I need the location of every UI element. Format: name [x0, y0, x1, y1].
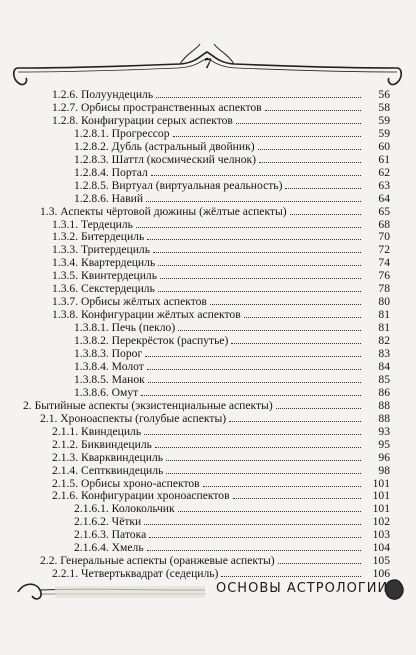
toc-entry-title: 2.1.3. Кварквиндециль — [52, 450, 164, 464]
toc-entry-page: 76 — [378, 269, 390, 283]
toc-entry-page: 74 — [378, 256, 390, 270]
toc-entry-page: 95 — [378, 437, 390, 451]
toc-leader-dots — [160, 268, 361, 279]
toc-leader-dots — [233, 488, 361, 499]
toc-entry-page: 59 — [378, 126, 390, 140]
toc-entry-title: 1.2.8.6. Навий — [74, 191, 144, 205]
toc-entry-title: 1.3.8.6. Омут — [74, 385, 139, 399]
toc-entry-page: 81 — [378, 308, 390, 322]
toc-entry-page: 96 — [378, 450, 390, 464]
toc-entry-page: 62 — [378, 165, 390, 179]
toc-leader-dots — [178, 320, 361, 331]
toc-entry-page: 80 — [378, 295, 390, 309]
toc-entry-title: 1.3. Аспекты чёртовой дюжины (жёлтые аспекты) — [40, 204, 287, 218]
toc-entry-title: 1.2.8. Конфигурации серых аспектов — [52, 113, 233, 127]
toc-entry-title: 2.2.1. Четвертьквадрат (седециль) — [52, 567, 219, 581]
toc-leader-dots — [147, 540, 361, 551]
toc-leader-dots — [290, 204, 361, 215]
toc-entry-title: 1.3.8. Конфигурации жёлтых аспектов — [52, 308, 241, 322]
toc-entry-page: 105 — [372, 554, 390, 568]
toc-entry-title: 1.2.8.5. Виртуал (виртуальная реальность) — [74, 178, 283, 192]
toc-leader-dots — [258, 139, 361, 150]
toc-leader-dots — [141, 385, 361, 396]
toc-entry-page: 83 — [378, 347, 390, 360]
toc-leader-dots — [136, 217, 361, 228]
toc-entry-page: 78 — [378, 282, 390, 296]
toc-entry-title: 1.3.1. Тердециль — [52, 217, 133, 231]
toc-leader-dots — [178, 501, 361, 512]
toc-entry-title: 2. Бытийные аспекты (экзистенциальные аспекты) — [23, 398, 273, 412]
toc-entry-page: 106 — [372, 567, 390, 581]
toc-entry-title: 2.1.6. Конфигурации хроноаспектов — [52, 489, 230, 503]
toc-entry-title: 1.2.8.4. Портал — [74, 165, 148, 179]
toc-entry-title: 2.1. Хроноаспекты (голубые аспекты) — [40, 411, 227, 425]
toc-leader-dots — [145, 346, 361, 357]
toc-entry-title: 1.2.8.1. Прогрессор — [74, 126, 170, 140]
toc-entry-page: 98 — [378, 463, 390, 477]
toc-entry-page: 82 — [378, 334, 390, 348]
toc-leader-dots — [144, 424, 361, 435]
toc-entry-page: 104 — [372, 541, 390, 555]
toc-leader-dots — [147, 359, 361, 370]
toc-entry-page: 101 — [372, 489, 390, 503]
toc-entry-title: 1.3.7. Орбисы жёлтых аспектов — [52, 295, 207, 309]
toc-entry-title: 1.3.6. Секстердециль — [52, 282, 155, 296]
toc-leader-dots — [158, 281, 361, 292]
toc-leader-dots — [153, 242, 361, 253]
toc-entry-page: 102 — [372, 515, 390, 529]
toc-entry-page: 64 — [378, 191, 390, 205]
toc-entry-page: 84 — [378, 359, 390, 373]
toc-entry-page: 60 — [378, 139, 390, 153]
toc-entry-page: 61 — [378, 152, 390, 166]
toc-entry-page: 86 — [378, 385, 390, 399]
toc-entry-title: 1.3.8.2. Перекрёсток (распутье) — [74, 334, 229, 348]
toc-entry-title: 2.1.6.2. Чётки — [74, 515, 142, 529]
toc-entry-page: 88 — [378, 398, 390, 412]
footer-book-title: ОСНОВЫ АСТРОЛОГИИ — [216, 581, 389, 596]
toc-entry-title: 1.2.7. Орбисы пространственных аспектов — [52, 100, 262, 114]
toc-entry-title: 2.1.6.3. Патока — [74, 528, 147, 542]
toc-entry-page: 93 — [378, 424, 390, 438]
page-number: 7 — [204, 56, 212, 72]
toc-entry-title: 2.1.6.4. Хмель — [74, 541, 144, 555]
toc-entry-title: 1.3.8.1. Печь (пекло) — [74, 321, 176, 335]
toc-leader-dots — [244, 307, 361, 318]
toc-entry-title: 1.3.4. Квартердециль — [52, 256, 156, 270]
toc-leader-dots — [144, 514, 361, 525]
toc-leader-dots — [259, 152, 361, 163]
toc-entry-title: 1.3.2. Битердециль — [52, 230, 145, 244]
toc-entry-title: 2.1.1. Квиндециль — [52, 424, 142, 438]
toc-entry-page: 88 — [378, 411, 390, 425]
toc-leader-dots — [149, 527, 361, 538]
toc-leader-dots — [151, 165, 361, 176]
toc-entry-page: 85 — [378, 372, 390, 386]
toc-entry-page: 65 — [378, 204, 390, 218]
toc-entry-title: 1.3.5. Квинтердециль — [52, 269, 157, 283]
toc-entry-title: 1.3.3. Тритердециль — [52, 243, 151, 257]
toc-leader-dots — [278, 553, 361, 564]
toc-entry-title: 1.2.8.2. Дубль (астральный двойник) — [74, 139, 255, 153]
toc-entry-title: 1.2.8.3. Шаттл (космический челнок) — [74, 152, 257, 166]
toc-leader-dots — [147, 229, 361, 240]
toc-entry-page: 59 — [378, 113, 390, 127]
toc-entry-title: 2.1.5. Орбисы хроно-аспектов — [52, 476, 200, 490]
toc-leader-dots — [173, 126, 361, 137]
toc-entry-page: 101 — [372, 502, 390, 516]
toc-entry-page: 56 — [378, 88, 390, 101]
toc-entry-title: 2.1.2. Биквиндециль — [52, 437, 152, 451]
toc-entry-page: 101 — [372, 476, 390, 490]
toc-entry-page: 68 — [378, 217, 390, 231]
toc-leader-dots — [229, 411, 361, 422]
toc-entry-title: 2.2. Генеральные аспекты (оранжевые аспекты) — [40, 554, 275, 568]
toc-leader-dots — [265, 100, 361, 111]
toc-leader-dots — [156, 87, 361, 98]
toc-entry-page: 58 — [378, 100, 390, 114]
toc-entry-title: 1.3.8.3. Порог — [74, 347, 143, 360]
toc-entry-page: 70 — [378, 230, 390, 244]
toc-entry-title: 1.2.6. Полуундециль — [52, 88, 154, 101]
toc-leader-dots — [166, 463, 361, 474]
toc-entry-page: 63 — [378, 178, 390, 192]
toc-leader-dots — [231, 333, 361, 344]
toc-entry-title: 1.3.8.4. Молот — [74, 359, 144, 373]
toc-leader-dots — [285, 178, 361, 189]
toc-entry-page: 81 — [378, 321, 390, 335]
toc-entry-title: 2.1.6.1. Колокольчик — [74, 502, 175, 516]
toc-entry-page: 72 — [378, 243, 390, 257]
toc-leader-dots — [166, 450, 361, 461]
toc-leader-dots — [276, 398, 361, 409]
toc-entry-title: 2.1.4. Септквиндециль — [52, 463, 164, 477]
toc-leader-dots — [148, 372, 361, 383]
toc-leader-dots — [155, 437, 361, 448]
toc-leader-dots — [146, 191, 361, 202]
toc-leader-dots — [236, 113, 361, 124]
toc-leader-dots — [203, 476, 361, 487]
toc-leader-dots — [158, 255, 361, 266]
toc-leader-dots — [210, 294, 361, 305]
toc-entry-page: 103 — [372, 528, 390, 542]
toc-entry-title: 1.3.8.5. Манок — [74, 372, 145, 386]
